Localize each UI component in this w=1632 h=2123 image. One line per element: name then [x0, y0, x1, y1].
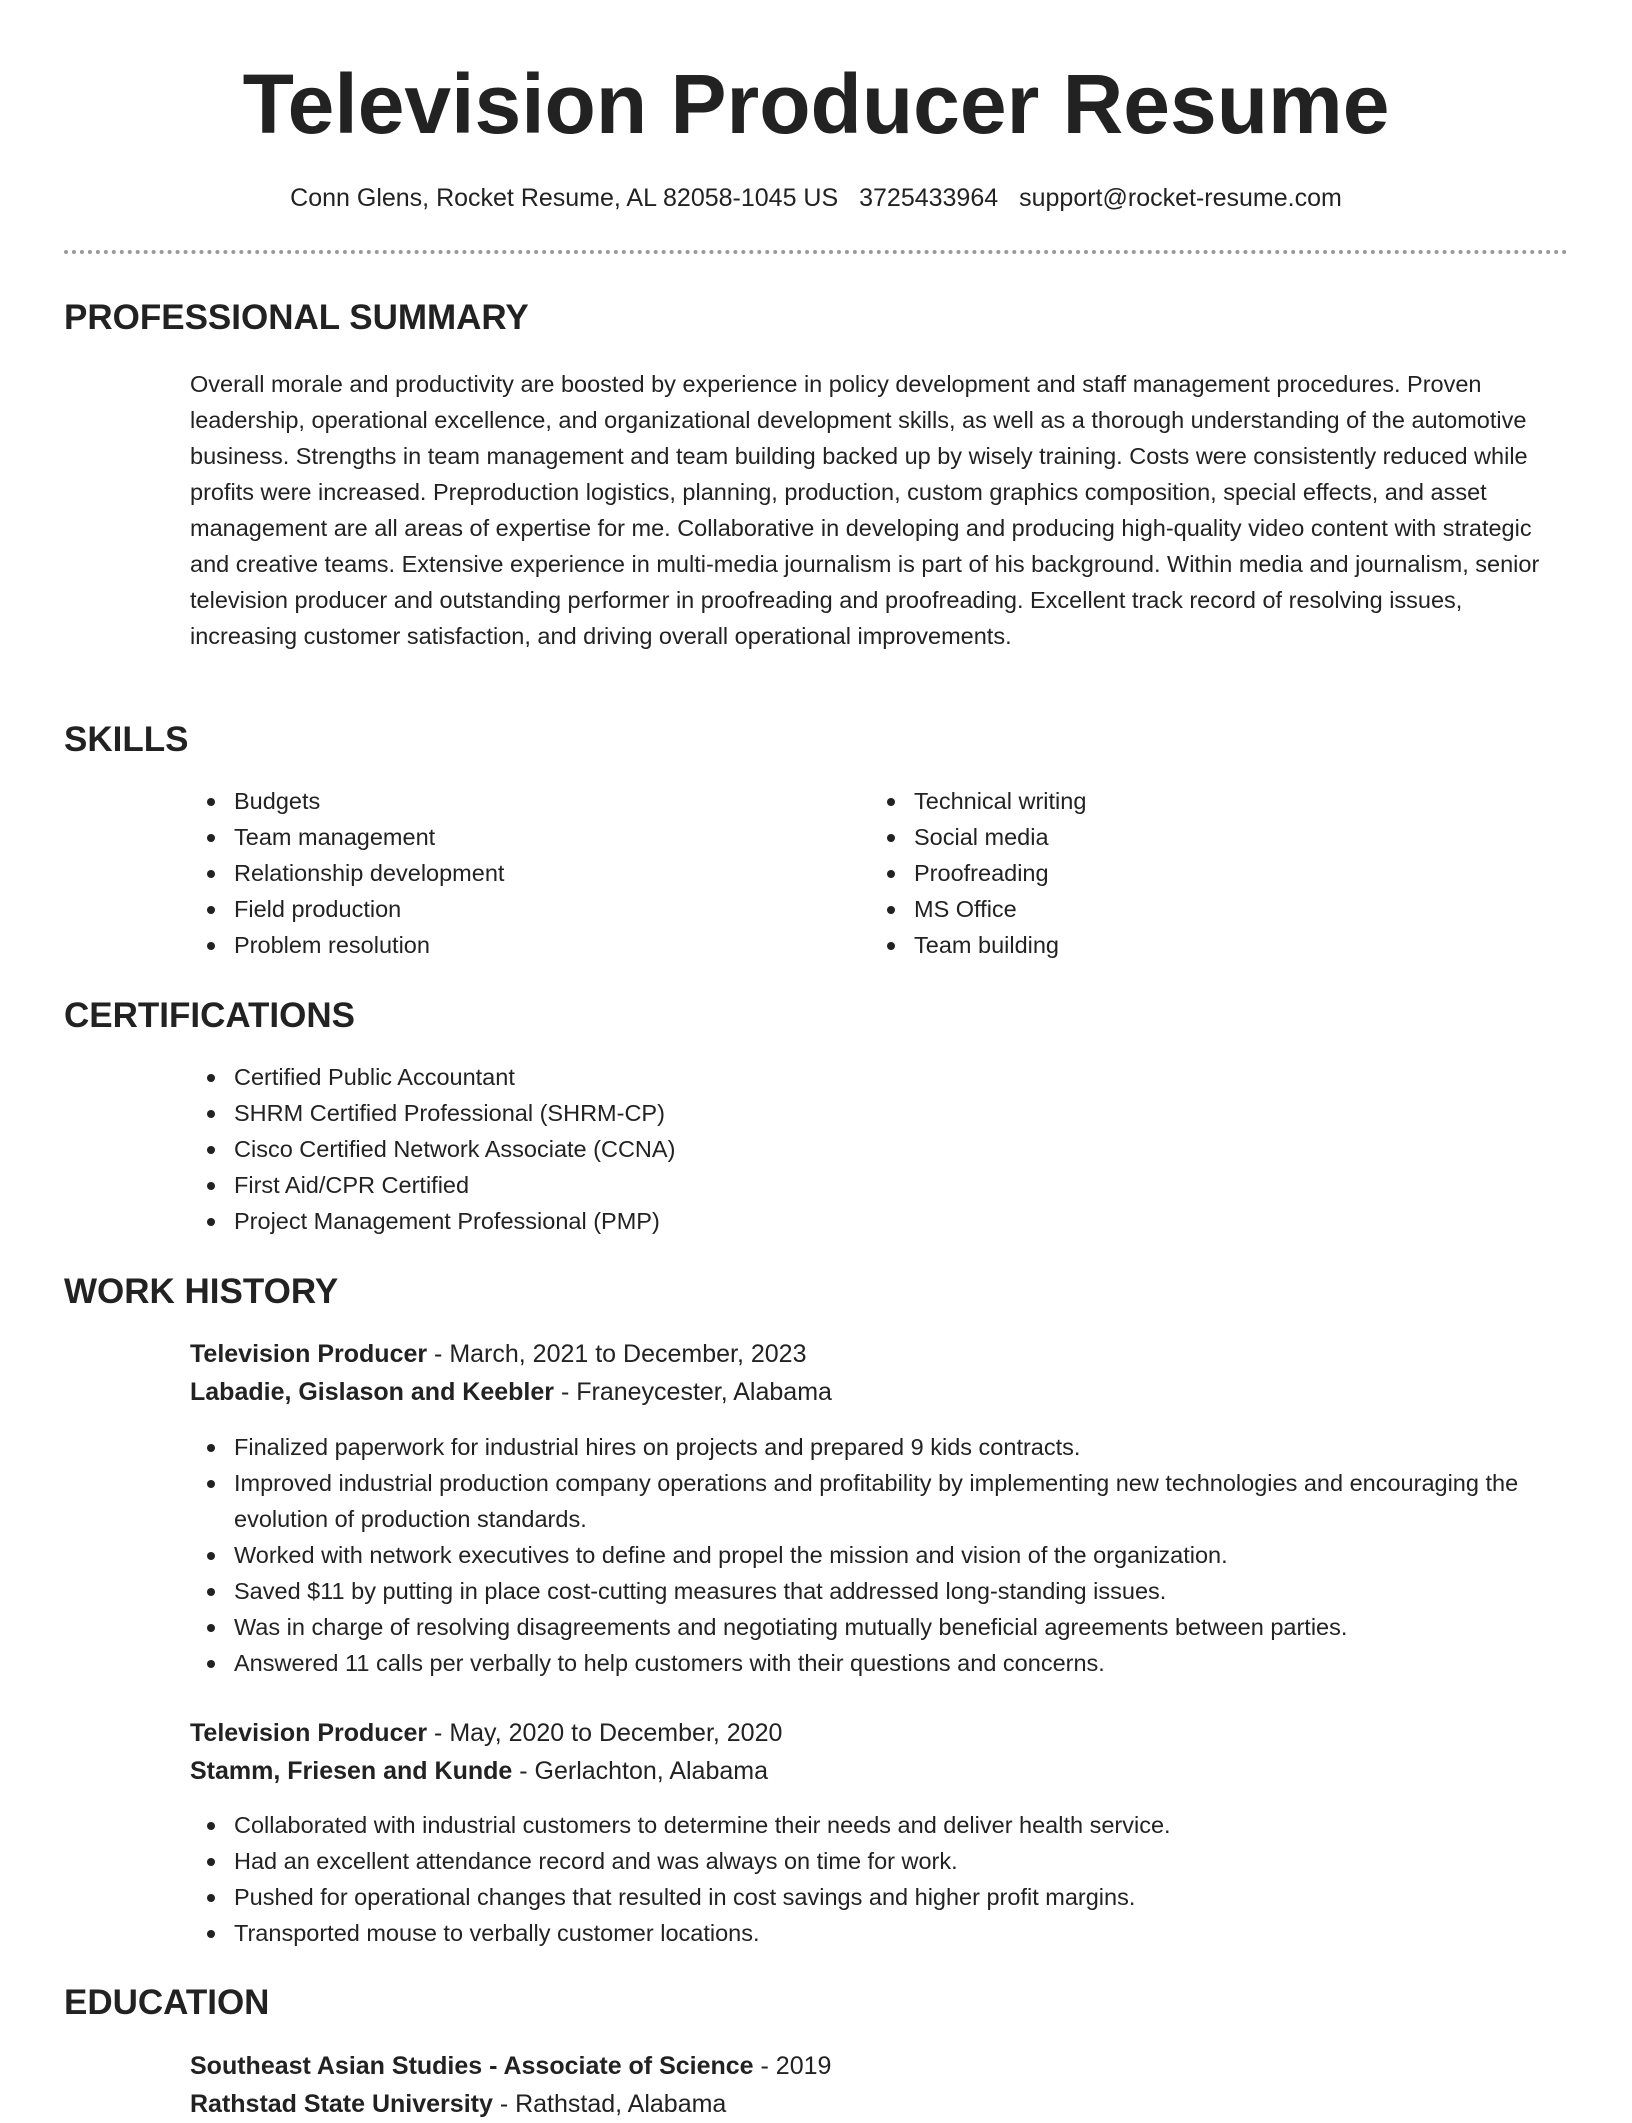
skill-item: Social media [870, 819, 1520, 855]
job-bullet: Had an excellent attendance record and was always on time for work. [190, 1843, 1568, 1879]
certification-item: Project Management Professional (PMP) [190, 1203, 1490, 1239]
certifications-list [190, 1059, 1490, 1239]
job-location: - Gerlachton, Alabama [512, 1757, 768, 1785]
certification-item: Certified Public Accountant [190, 1059, 1490, 1095]
certification-item: First Aid/CPR Certified [190, 1167, 1490, 1203]
header-divider [64, 250, 1568, 254]
summary-text: Overall morale and productivity are boosted by experience in policy development and staff management procedures. Proven leadership, operational excellence, and organizational development skills, as well as a thorough understanding of the automotive business. Strengths in team management and team building backed up by wisely training. Costs were consistently reduced while profits were increased. Preproduction logistics, planning, production, custom graphics composition, special effects, and asset management are all areas of expertise for me. Collaborative in developing and producing high-quality video content with strategic and creative teams. Extensive experience in multi-media journalism is part of his background. Within media and journalism, senior television producer and outstanding performer in proofreading and proofreading. Excellent track record of resolving issues, increasing customer satisfaction, and driving overall operational improvements. [190, 371, 1540, 649]
job-location: - Franeycester, Alabama [554, 1378, 832, 1406]
job-company: Stamm, Friesen and Kunde [190, 1757, 513, 1785]
education-degree-line [190, 2047, 831, 2085]
job-title: Television Producer [190, 1340, 428, 1368]
job-bullet: Was in charge of resolving disagreements and negotiating mutually beneficial agreements between parties. [190, 1609, 1568, 1645]
job-bullet: Finalized paperwork for industrial hires on projects and prepared 9 kids contracts. [190, 1429, 1568, 1465]
job-company-line [190, 1373, 832, 1411]
education-location: - Rathstad, Alabama [492, 2090, 727, 2118]
certification-item: SHRM Certified Professional (SHRM-CP) [190, 1095, 1490, 1131]
skills-list-left [190, 783, 840, 963]
job-company: Labadie, Gislason and Keebler [190, 1378, 555, 1406]
skill-item: Team management [190, 819, 840, 855]
skills-list-right [870, 783, 1520, 963]
skill-item: Technical writing [870, 783, 1520, 819]
job-bullets [190, 1807, 1568, 1951]
education-heading: EDUCATION [64, 1983, 270, 2022]
skill-item: MS Office [870, 891, 1520, 927]
job-bullet: Saved $11 by putting in place cost-cutting measures that addressed long-standing issues. [190, 1573, 1568, 1609]
job-title-line [190, 1335, 806, 1373]
job-bullet: Answered 11 calls per verbally to help customers with their questions and concerns. [190, 1645, 1568, 1681]
skill-item: Budgets [190, 783, 840, 819]
skills-heading: SKILLS [64, 720, 189, 759]
education-degree: Southeast Asian Studies - Associate of Science [190, 2052, 754, 2080]
skill-item: Proofreading [870, 855, 1520, 891]
job-bullet: Worked with network executives to define and propel the mission and vision of the organization. [190, 1537, 1568, 1573]
education-school-line [190, 2085, 726, 2123]
resume-title: Television Producer Resume [242, 57, 1390, 151]
job-bullet: Improved industrial production company operations and profitability by implementing new technologies and encouraging the evolution of production standards. [190, 1465, 1568, 1537]
job-bullets [190, 1429, 1568, 1681]
job-title-line [190, 1714, 782, 1752]
job-dates: - May, 2020 to December, 2020 [427, 1719, 783, 1747]
contact-line [64, 180, 1568, 216]
job-company-line [190, 1752, 768, 1790]
contact-email: support@rocket-resume.com [1019, 184, 1342, 212]
certifications-heading: CERTIFICATIONS [64, 996, 356, 1035]
job-bullet: Collaborated with industrial customers to determine their needs and deliver health service. [190, 1807, 1568, 1843]
education-year: - 2019 [753, 2052, 832, 2080]
skill-item: Team building [870, 927, 1520, 963]
job-bullet: Transported mouse to verbally customer locations. [190, 1915, 1568, 1951]
job-dates: - March, 2021 to December, 2023 [427, 1340, 807, 1368]
summary-heading: PROFESSIONAL SUMMARY [64, 298, 529, 337]
contact-phone: 3725433964 [859, 184, 999, 212]
work-history-heading: WORK HISTORY [64, 1272, 339, 1311]
skill-item: Problem resolution [190, 927, 840, 963]
skill-item: Relationship development [190, 855, 840, 891]
job-bullet: Pushed for operational changes that resulted in cost savings and higher profit margins. [190, 1879, 1568, 1915]
skill-item: Field production [190, 891, 840, 927]
certification-item: Cisco Certified Network Associate (CCNA) [190, 1131, 1490, 1167]
contact-address: Conn Glens, Rocket Resume, AL 82058-1045 US [290, 184, 839, 212]
job-title: Television Producer [190, 1719, 428, 1747]
education-school: Rathstad State University [190, 2090, 493, 2118]
